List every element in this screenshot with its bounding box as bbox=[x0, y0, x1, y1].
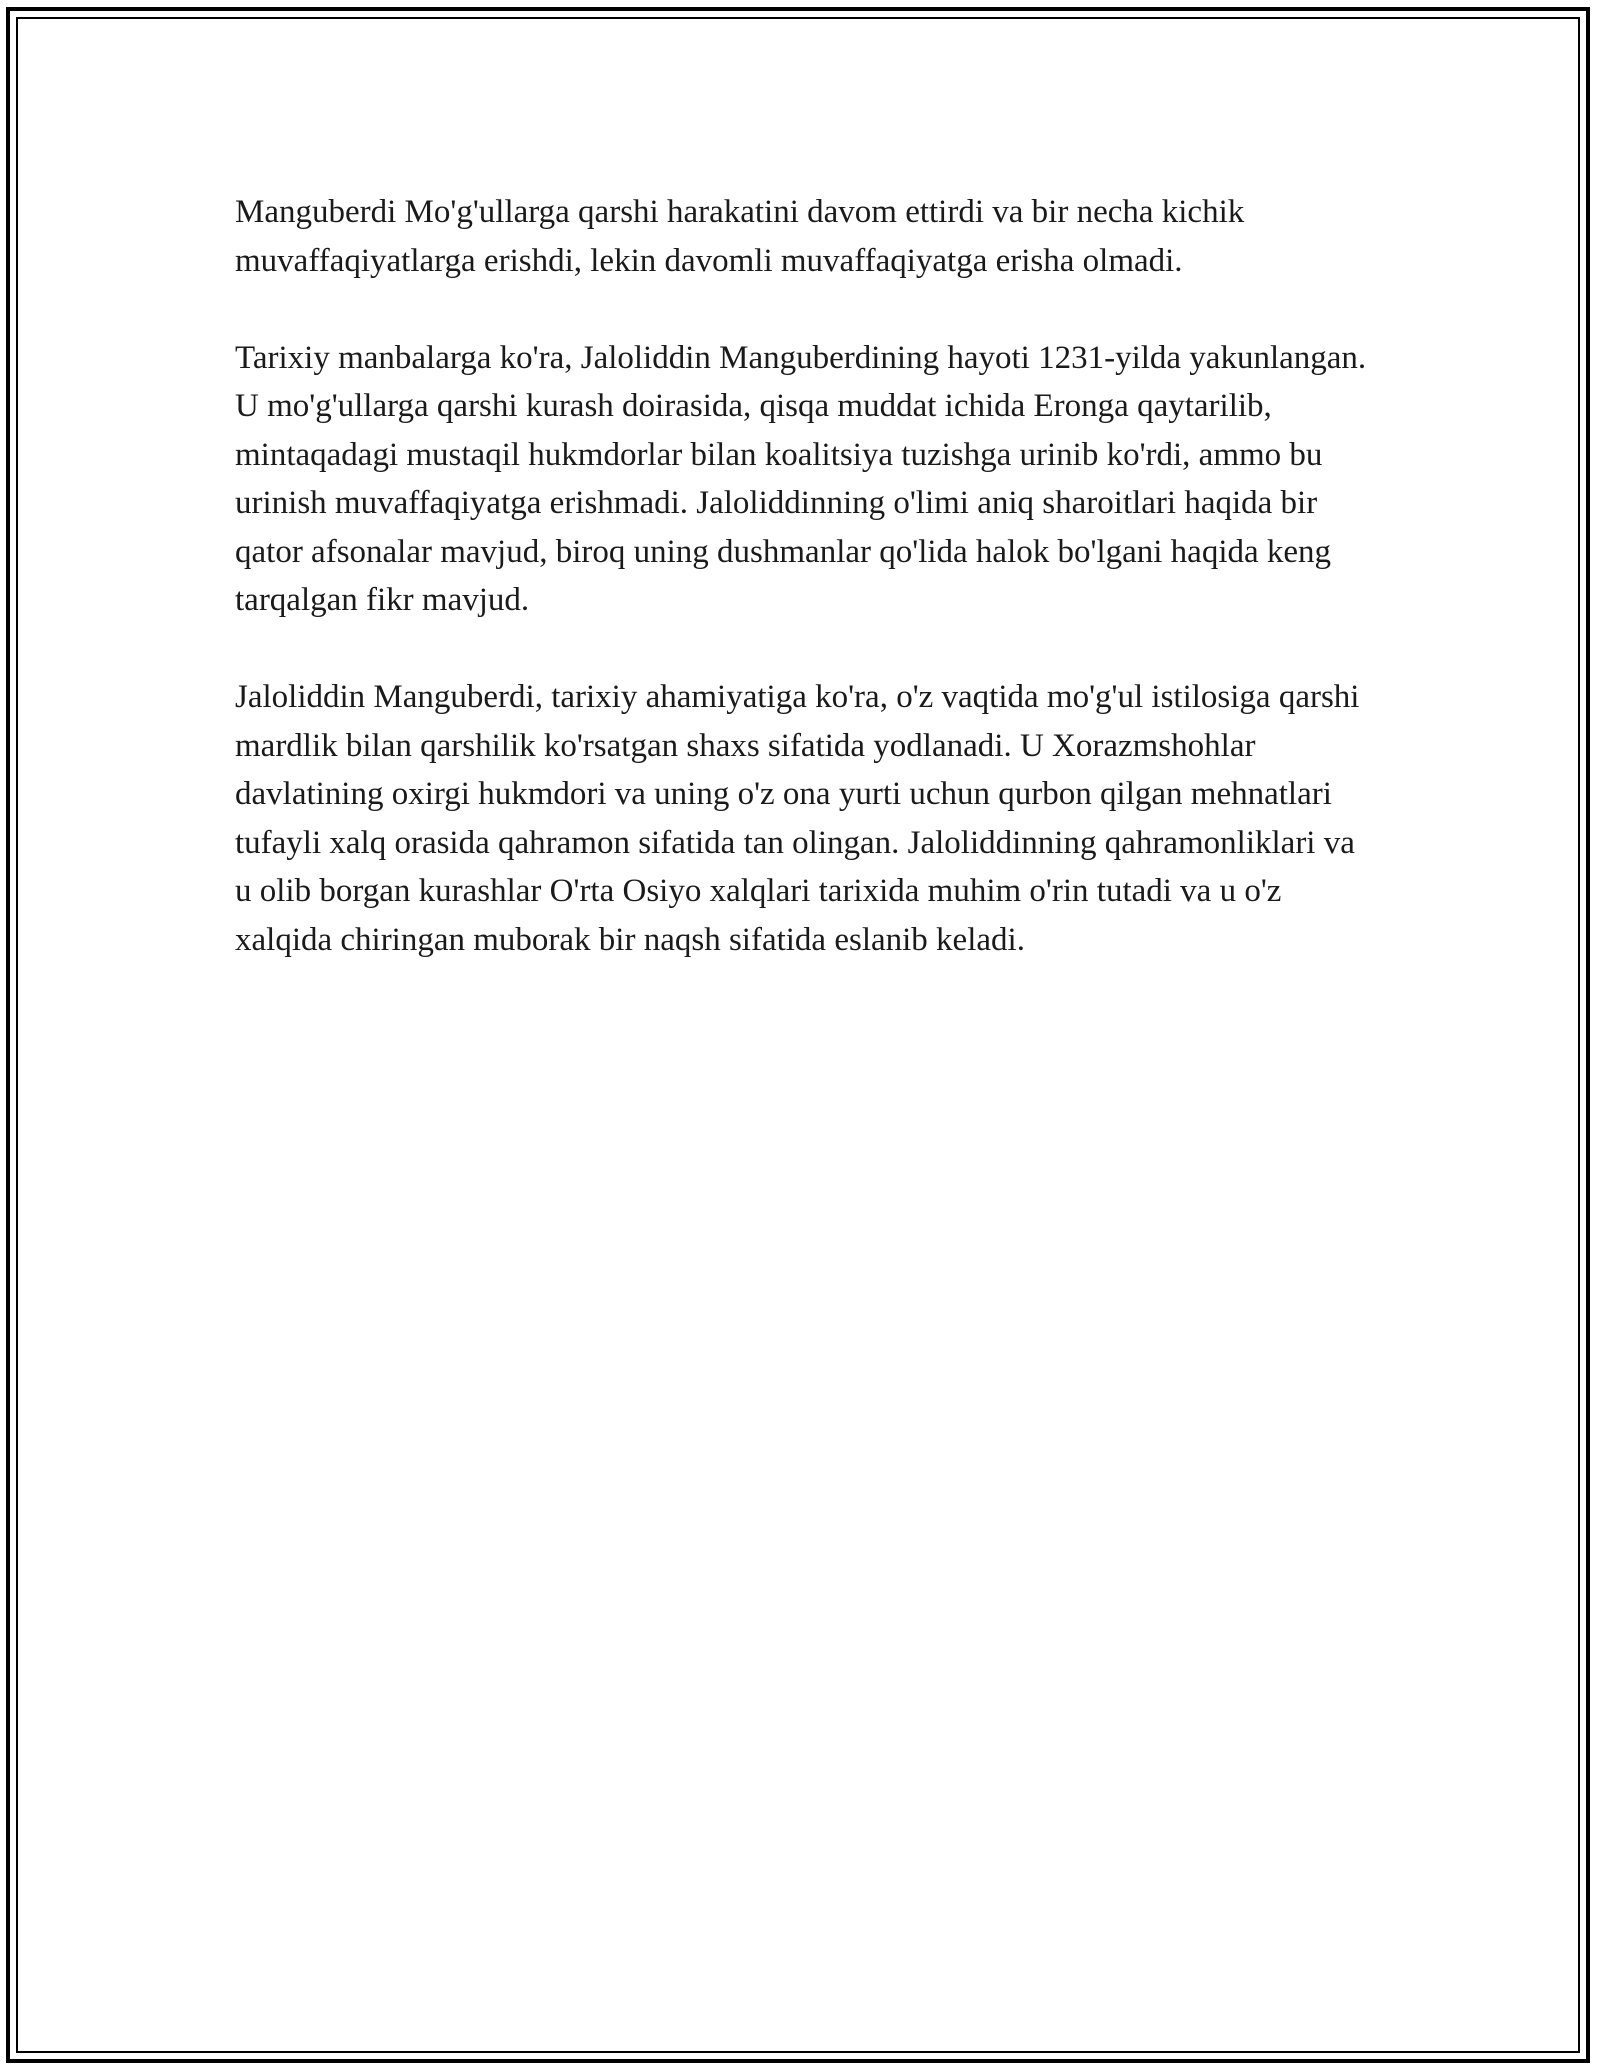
paragraph-2: Tarixiy manbalarga ko'ra, Jaloliddin Manguberdining hayoti 1231-yilda yakunlangan. U mo'g'ullarga qarshi kurash doirasida, qisqa muddat ichida Eronga qaytarilib, mintaqadagi mustaqil hukmdorlar bilan koalitsiya tuzishga urinib ko'rdi, ammo bu urinish muvaffaqiyatga erishmadi. Jaloliddinning o'limi aniq sharoitlari haqida bir qator afsonalar mavjud, biroq uning dushmanlar qo'lida halok bo'lgani haqida keng tarqalgan fikr mavjud. bbox=[235, 339, 1367, 618]
paragraph-1: Manguberdi Mo'g'ullarga qarshi harakatini davom ettirdi va bir necha kichik muvaffaqiyatlarga erishdi, lekin davomli muvaffaqiyatga erisha olmadi. bbox=[235, 194, 1245, 279]
document-body bbox=[235, 188, 1375, 1013]
paragraph-3: Jaloliddin Manguberdi, tarixiy ahamiyatiga ko'ra, o'z vaqtida mo'g'ul istilosiga qarshi mardlik bilan qarshilik ko'rsatgan shaxs sifatida yodlanadi. U Xorazmshohlar davlatining oxirgi hukmdori va uning o'z ona yurti uchun qurbon qilgan mehnatlari tufayli xalq orasida qahramon sifatida tan olingan. Jaloliddinning qahramonliklari va u olib borgan kurashlar O'rta Osiyo xalqlari tarixida muhim o'rin tutadi va u o'z xalqida chiringan muborak bir naqsh sifatida eslanib keladi. bbox=[235, 679, 1360, 958]
